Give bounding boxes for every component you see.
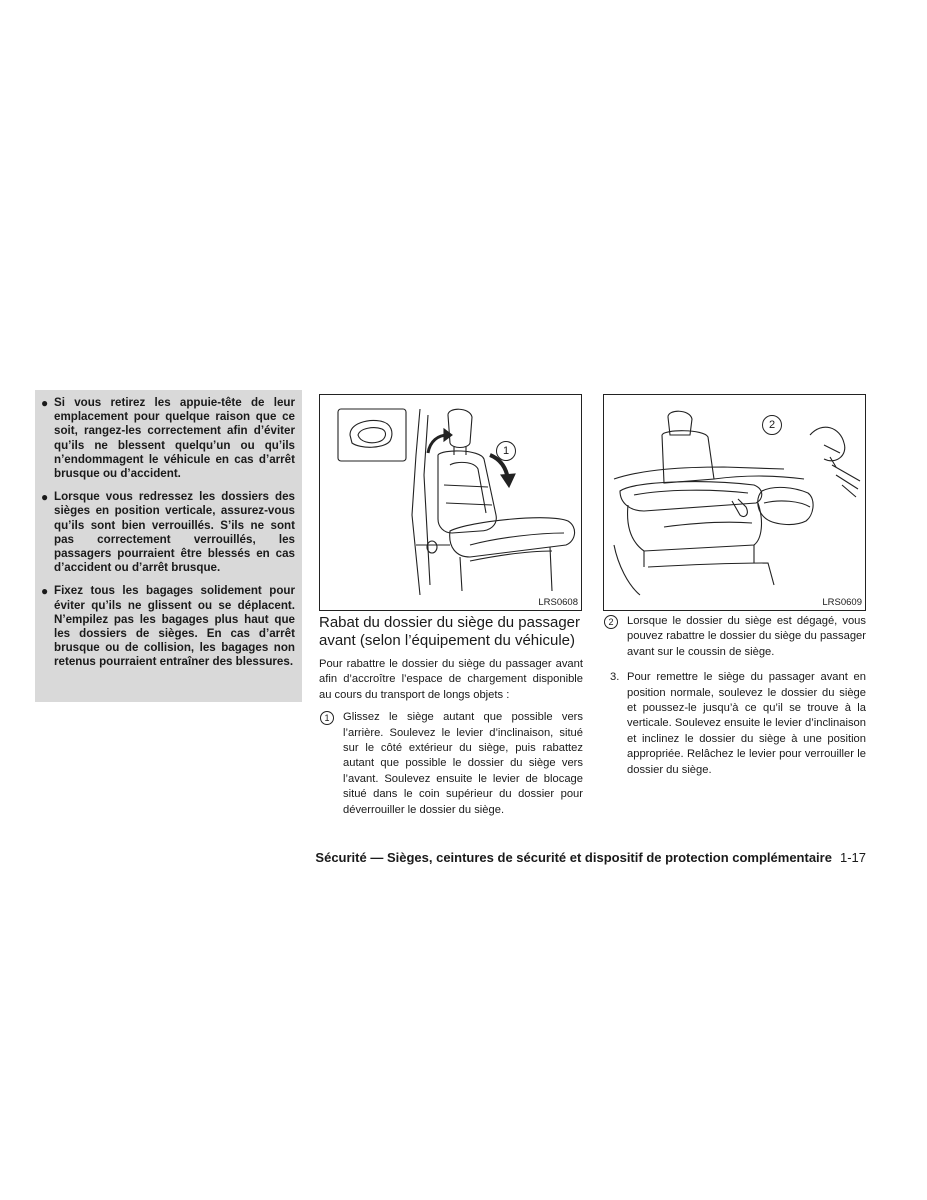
seat-recline-illustration <box>320 395 581 610</box>
step-text: Glissez le siège autant que possible vers l’arrière. Soulevez le levier d’inclinaison, situé sur le côté extérieur du siège, puis rabattez autant que possible le dossier du siège vers l’avant. Soulevez ensuite le levier de blocage situé dans le coin supérieur du dossier pour déverrouiller le dossier du siège. <box>343 711 583 816</box>
figure-code: LRS0609 <box>822 597 862 608</box>
warning-box <box>35 390 302 702</box>
column-right <box>603 614 866 785</box>
step-text: Lorsque le dossier du siège est dégagé, vous pouvez rabattre le dossier du siège du passager avant sur le coussin de siège. <box>627 615 866 658</box>
section-title: Rabat du dossier du siège du passager avant (selon l’équipement du véhicule) <box>319 614 581 649</box>
step-number: 1 <box>320 711 334 725</box>
page-number: 1-17 <box>839 850 866 865</box>
seat-fold-illustration <box>604 395 865 610</box>
step-item <box>319 710 583 818</box>
page-footer <box>0 850 866 866</box>
warning-item <box>40 584 295 669</box>
figure-seat-recline <box>319 394 582 611</box>
warning-text: Si vous retirez les appuie-tête de leur emplacement pour quelque raison que ce soit, rangez-les correctement afin d’éviter qu’ils ne blessent quelqu’un ou qu’ils n’endommagent le véhicule en cas d’arrêt brusque ou d’accident. <box>54 396 295 481</box>
warning-text: Lorsque vous redressez les dossiers des sièges en position verticale, assurez-vous qu’ils sont bien verrouillés. S’ils ne sont pas correctement verrouillés, les passagers pourraient être blessés en cas d’accident ou d’arrêt brusque. <box>54 490 295 575</box>
step-number: 3. <box>610 671 620 684</box>
column-middle <box>319 614 583 825</box>
step-item <box>603 614 866 660</box>
figure-seat-fold <box>603 394 866 611</box>
bullet-icon: ● <box>41 396 49 410</box>
bullet-icon: ● <box>41 490 49 505</box>
step-text: Pour remettre le siège du passager avant en position normale, soulevez le dossier du siège et poussez-le jusqu’à ce qu’il se trouve à la verticale. Soulevez ensuite le levier d’inclinaison et inclinez le dossier du siège à une position appropriée. Relâchez le levier pour verrouiller le dossier du siège. <box>627 671 866 776</box>
warning-item <box>40 490 295 575</box>
warning-text: Fixez tous les bagages solidement pour éviter qu’ils ne glissent ou se déplacent. N’empilez pas les bagages plus haut que les dossiers de sièges. En cas d’arrêt brusque ou de collision, les bagages non retenus pourraient entraîner des blessures. <box>54 584 295 669</box>
figure-code: LRS0608 <box>538 597 578 608</box>
intro-paragraph: Pour rabattre le dossier du siège du passager avant afin d’accroître l’espace de chargement disponible au cours du transport de longs objets : <box>319 658 583 701</box>
callout-1: 1 <box>496 441 516 461</box>
step-item <box>603 670 866 778</box>
warning-item <box>40 396 295 481</box>
callout-2: 2 <box>762 415 782 435</box>
step-number: 2 <box>604 615 618 629</box>
footer-title: Sécurité — Sièges, ceintures de sécurité et dispositif de protection complémentaire <box>315 850 832 865</box>
bullet-icon: ● <box>41 584 49 599</box>
